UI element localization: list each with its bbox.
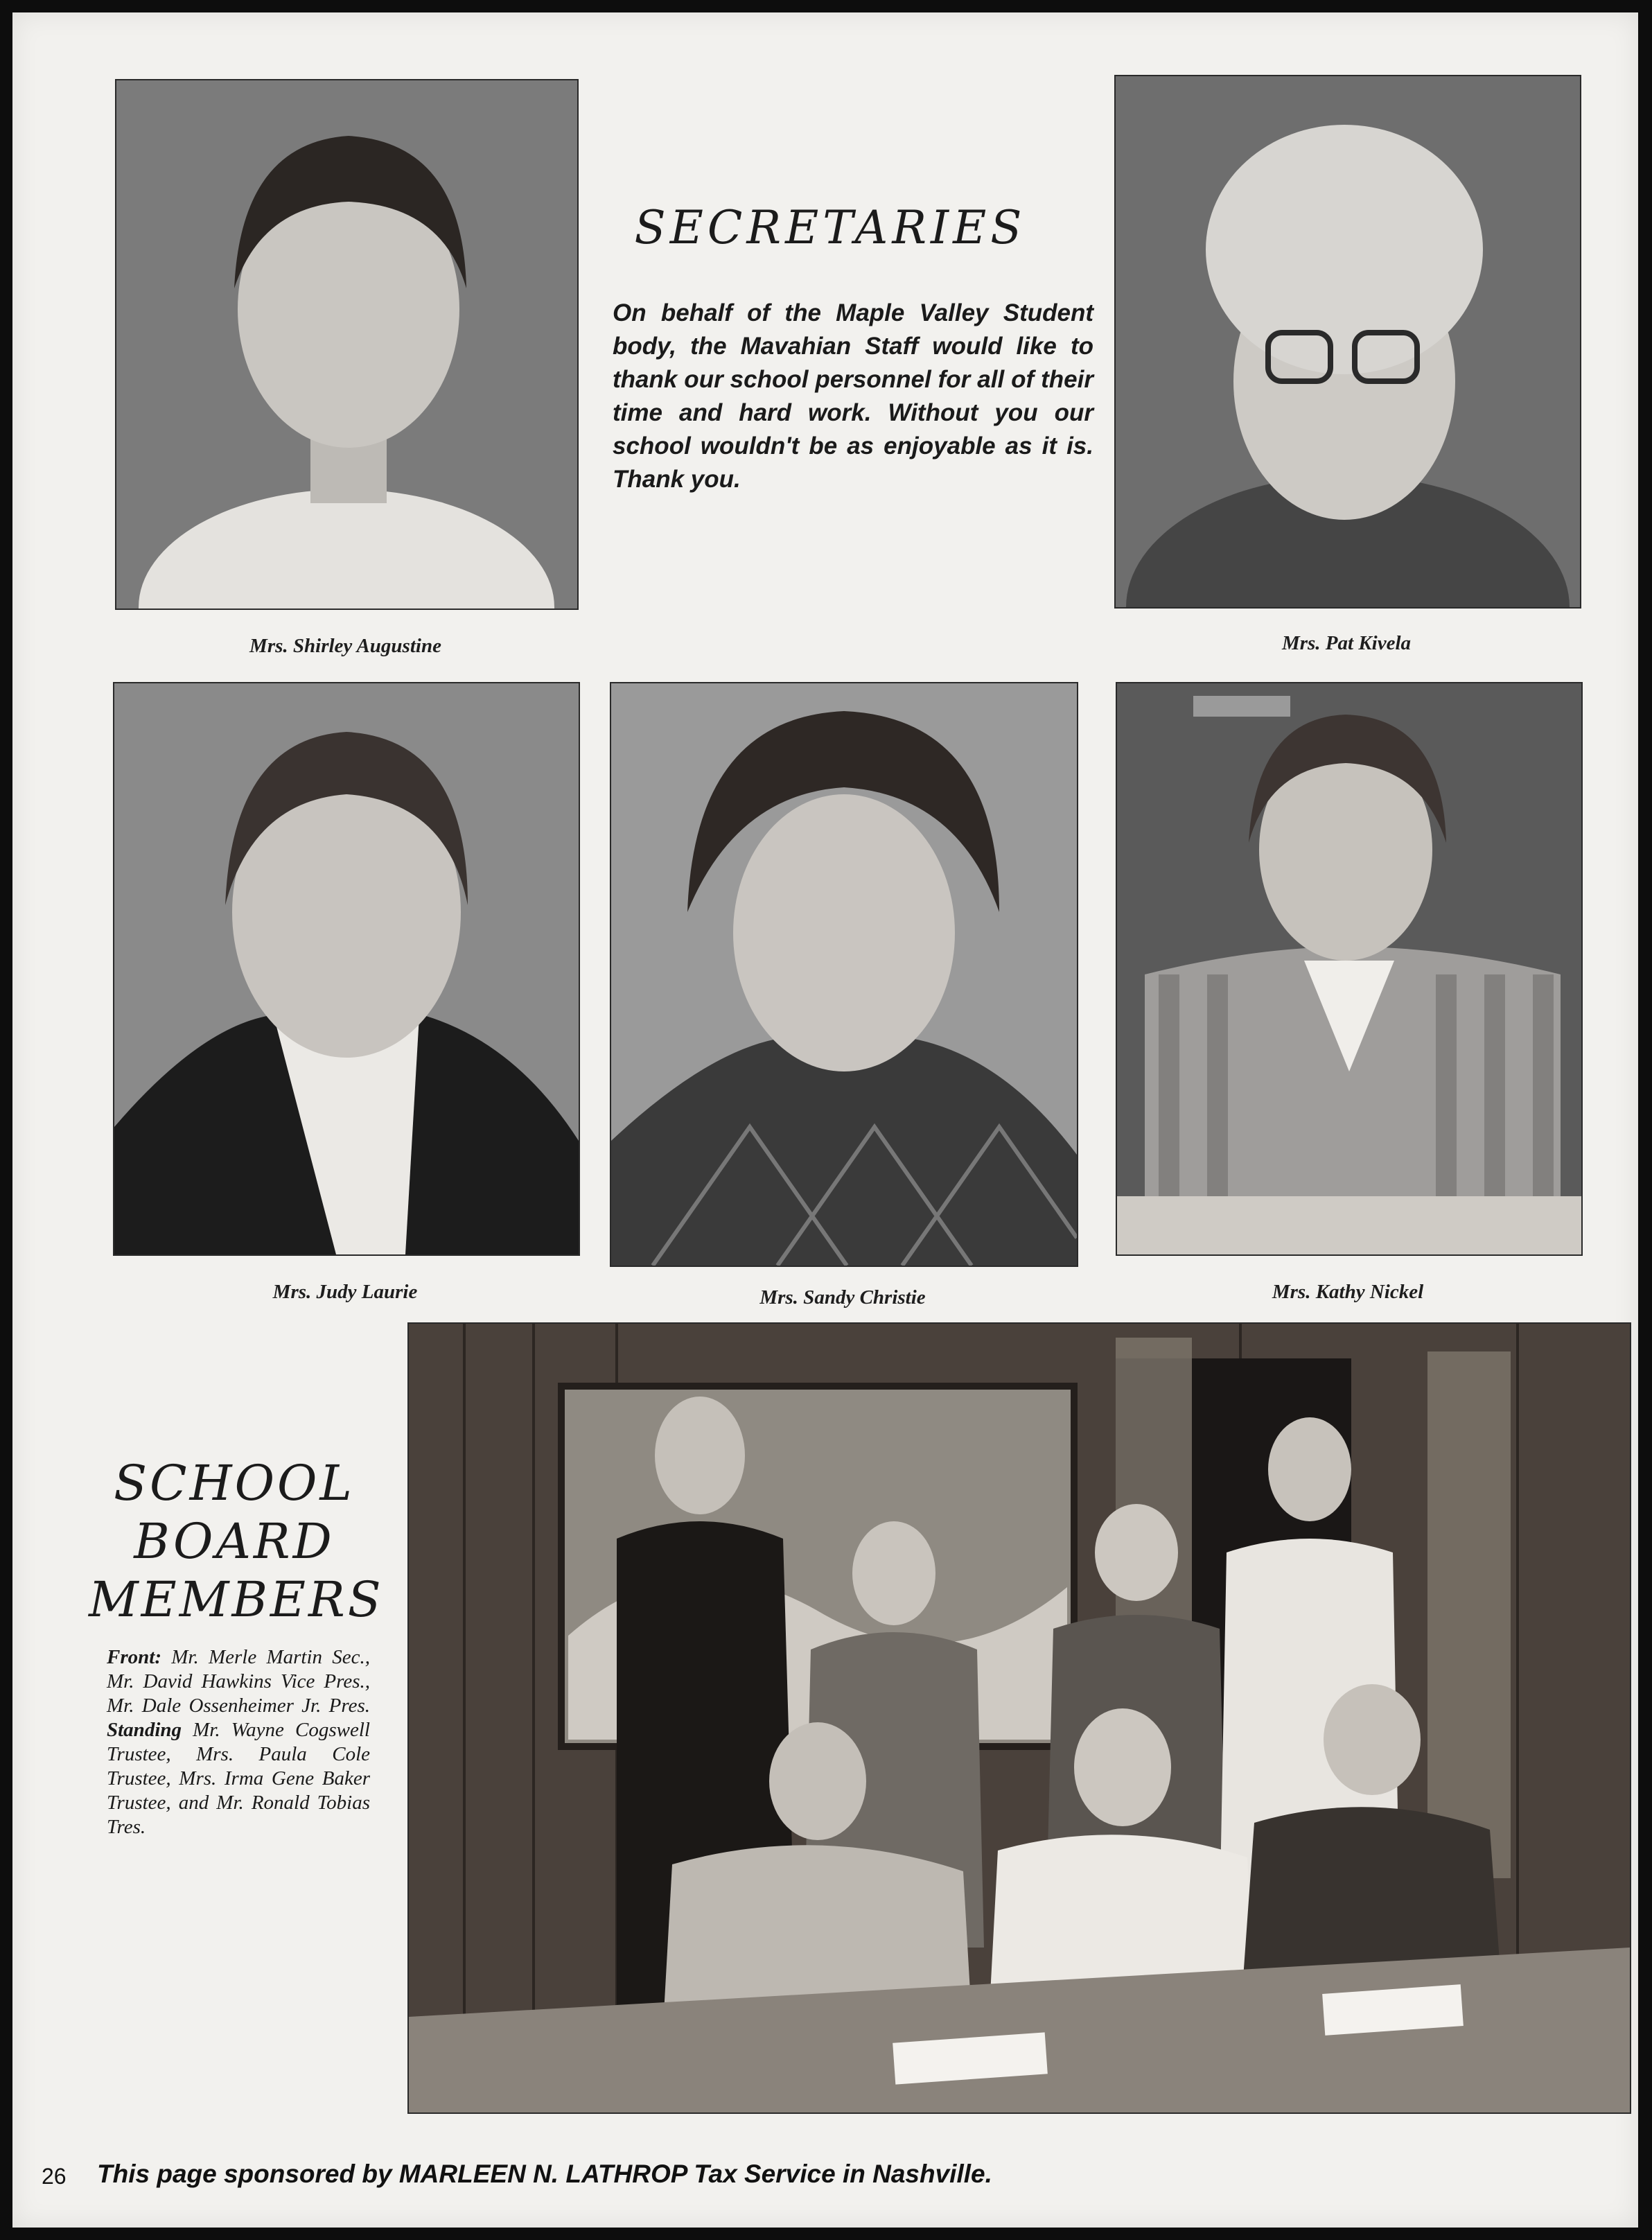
- portrait-shirley-augustine: [115, 79, 579, 610]
- caption-augustine: Mrs. Shirley Augustine: [249, 635, 441, 657]
- front-members: Mr. Merle Martin Sec., Mr. David Hawkins Vice Pres., Mr. Dale Ossenheimer Jr. Pres.: [107, 1646, 370, 1717]
- board-heading-line2: BOARD: [134, 1513, 335, 1570]
- standing-label: Standing: [107, 1719, 182, 1741]
- board-heading-line1: SCHOOL: [114, 1455, 355, 1512]
- caption-nickel: Mrs. Kathy Nickel: [1272, 1281, 1424, 1303]
- school-board-group-photo: [407, 1322, 1631, 2114]
- board-members-caption: [107, 1645, 370, 1839]
- caption-kivela: Mrs. Pat Kivela: [1281, 632, 1412, 654]
- secretaries-heading: SECRETARIES: [634, 201, 1026, 254]
- board-heading-line3: MEMBERS: [89, 1571, 384, 1628]
- portrait-pat-kivela: [1114, 75, 1581, 609]
- page-number: 26: [42, 2164, 67, 2189]
- portrait-kathy-nickel: [1116, 682, 1583, 1256]
- caption-christie: Mrs. Sandy Christie: [759, 1286, 926, 1309]
- front-label: Front:: [107, 1646, 161, 1668]
- yearbook-page: [12, 12, 1638, 2228]
- standing-members: Mr. Wayne Cogswell Trustee, Mrs. Paula Cole Trustee, Mrs. Irma Gene Baker Trustee, and Mr. Ronald Tobias Tres.: [107, 1719, 370, 1838]
- sponsor-line: This page sponsored by MARLEEN N. LATHROP Tax Service in Nashville.: [97, 2160, 992, 2188]
- secretaries-intro: On behalf of the Maple Valley Student body, the Mavahian Staff would like to thank our school personnel for all of their time and hard work. Without you our school wouldn't be as enjoyable as it is. Thank you.: [613, 299, 1093, 493]
- caption-laurie: Mrs. Judy Laurie: [272, 1281, 418, 1303]
- board-heading: [89, 1454, 384, 1629]
- portrait-judy-laurie: [113, 682, 580, 1256]
- portrait-sandy-christie: [610, 682, 1078, 1267]
